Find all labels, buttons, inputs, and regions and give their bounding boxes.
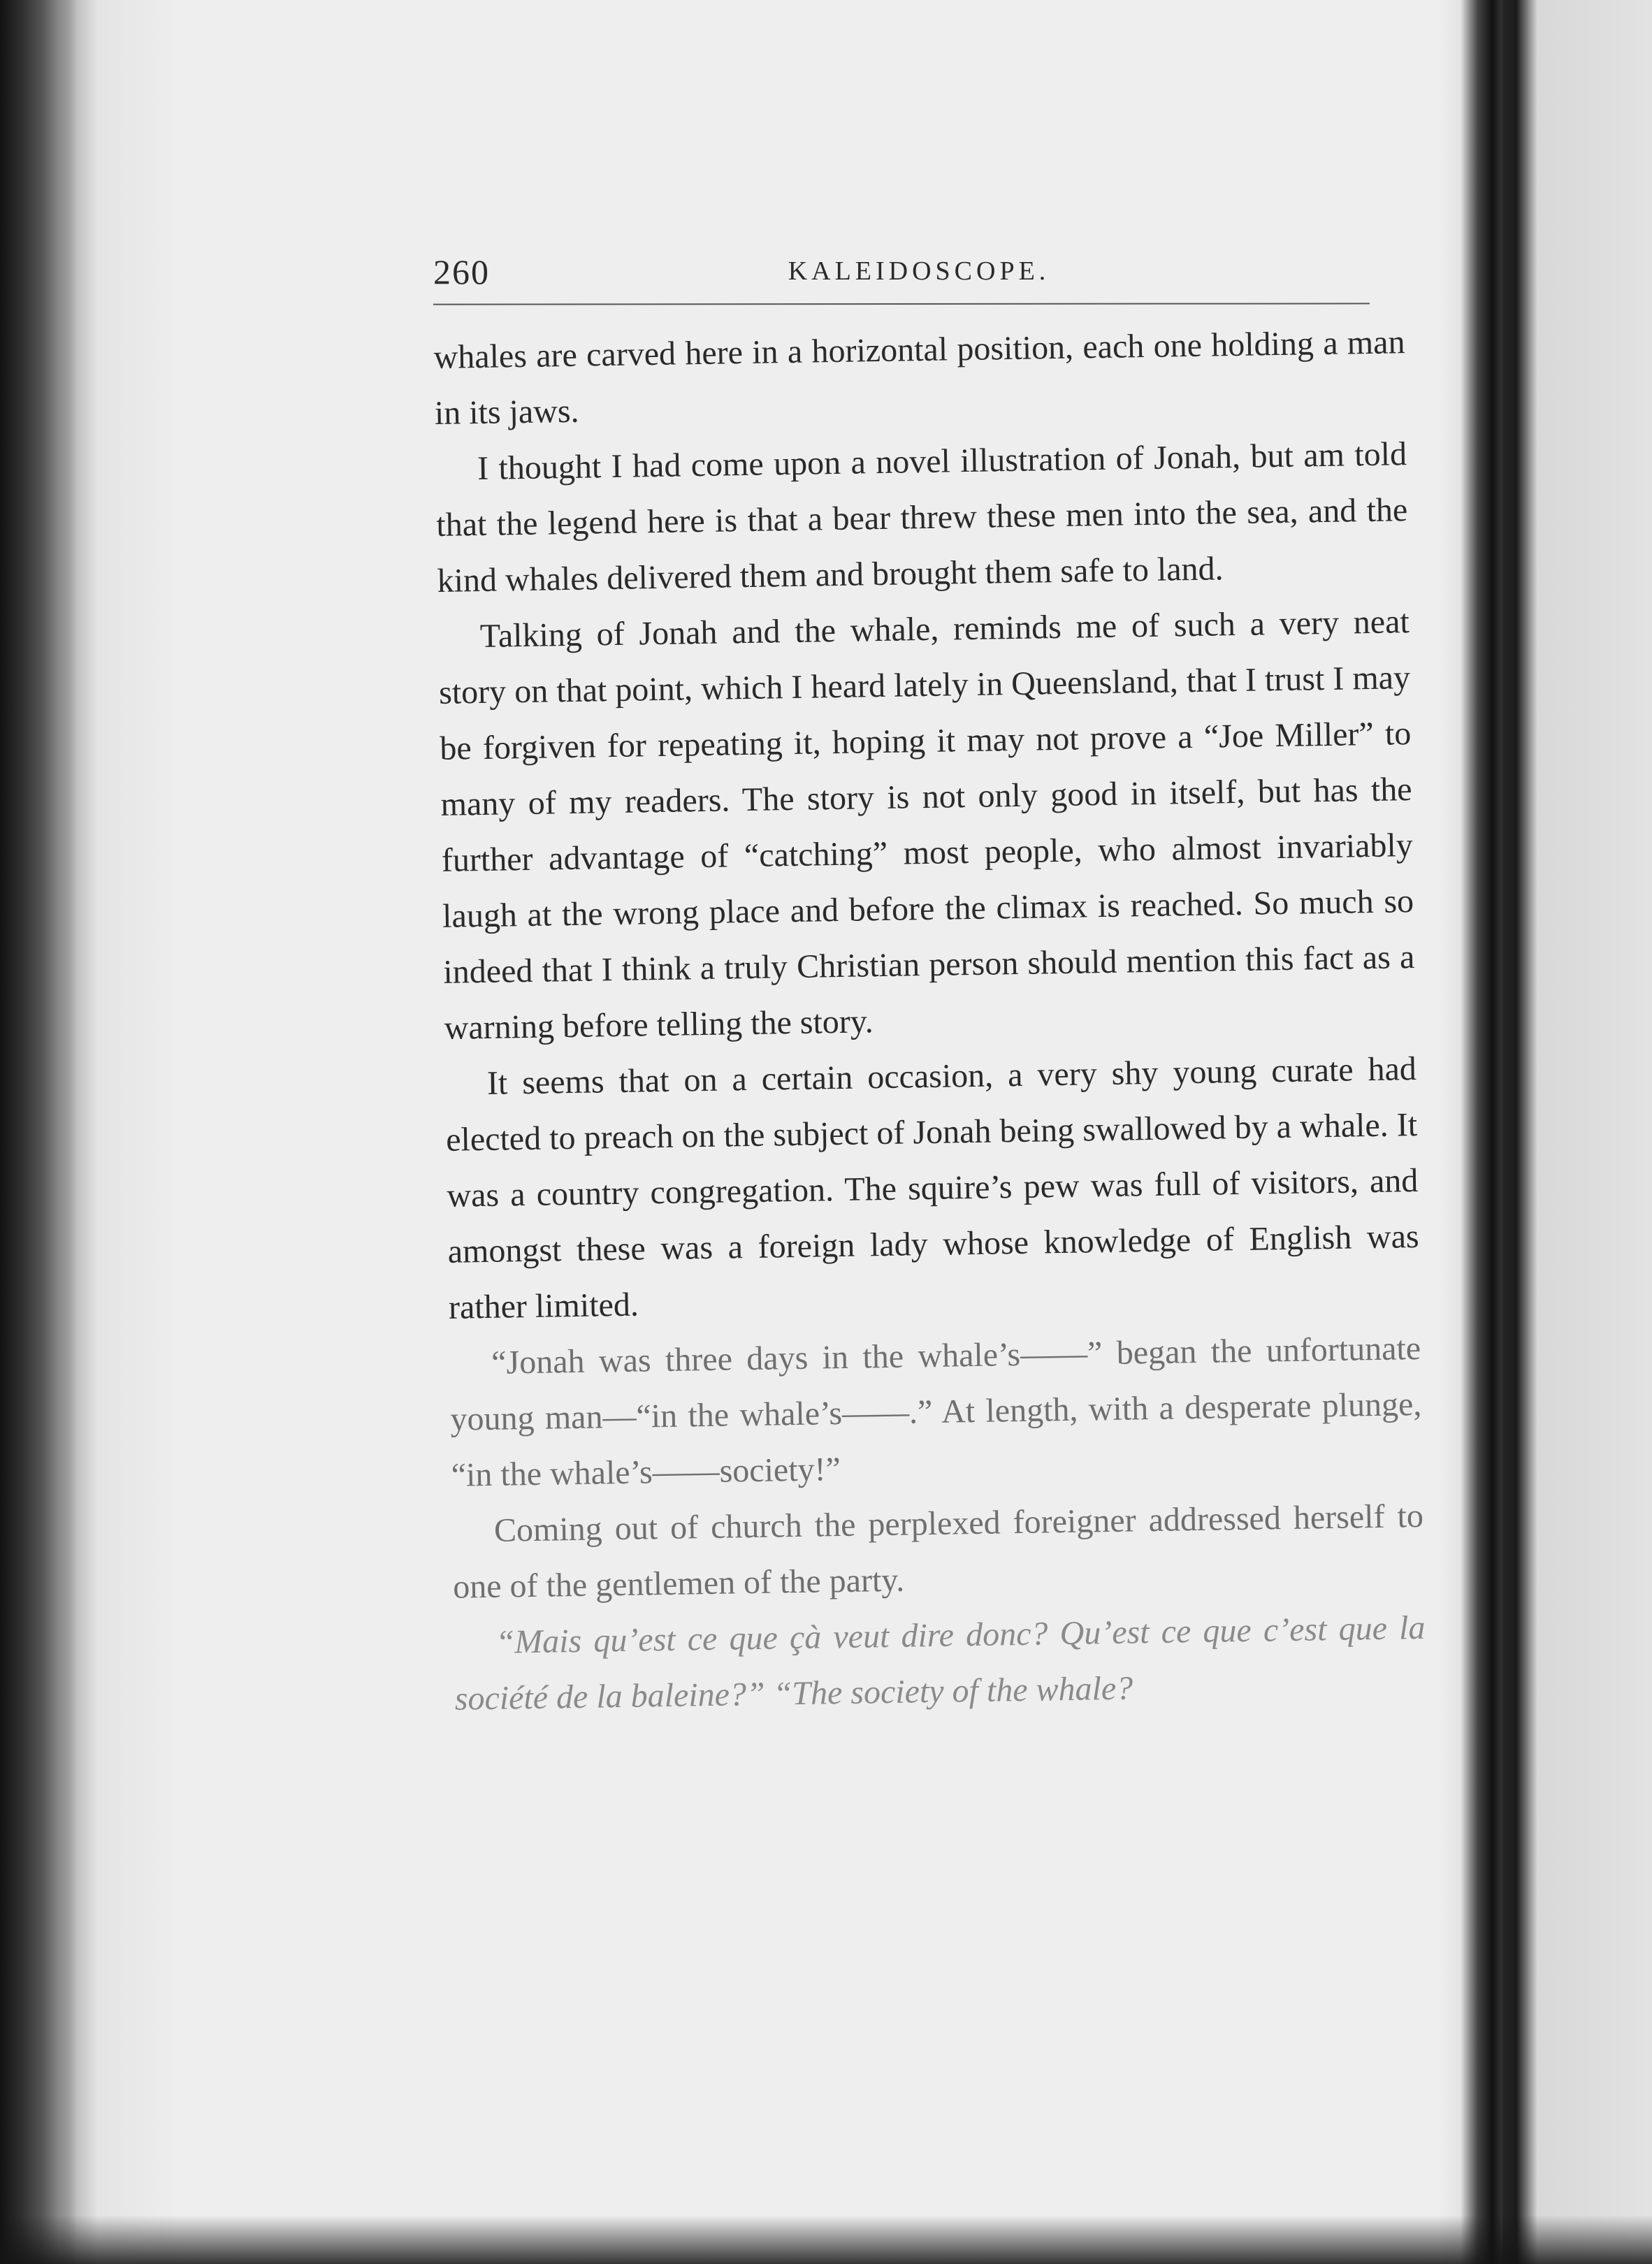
paragraph-2: I thought I had come upon a novel illustration of Jonah, but am told that the legend here is that a bear threw these men into the sea, and the kind whales delivered them and brought them safe to land. (435, 435, 1408, 600)
running-title: KALEIDOSCOPE. (788, 256, 1050, 286)
running-head (433, 238, 1405, 293)
paragraph-6: Coming out of church the perplexed foreigner addressed herself to one of the gentlemen of the party. (452, 1497, 1424, 1606)
bottom-scan-shadow (0, 2215, 1652, 2264)
paragraph-3: Talking of Jonah and the whale, reminds me of such a very neat story on that point, which I heard lately in Queensland, that I trust I may be forgiven for repeating it, hoping it may not prove a “Joe Miller” to many of my readers. The story is not only good in itself, but has the further advantage of “catching” most people, who almost invariably laugh at the wrong place and before the climax is reached. So much so indeed that I think a truly Christian person should mention this fact as a warning before telling the story. (438, 603, 1415, 1047)
paragraph-5: “Jonah was three days in the whale’s——” began the unfortunate young man—“in the whale’s——.” At length, with a desperate plunge, “in the whale’s——society!” (450, 1329, 1422, 1494)
book-spine-shadow (0, 0, 77, 2264)
paragraph-4: It seems that on a certain occasion, a very shy young curate had elected to preach on the subject of Jonah being swallowed by a whale. It was a country congregation. The squire’s pew was full of visitors, and amongst these was a foreign lady whose knowledge of English was rather limited. (445, 1050, 1419, 1326)
page-content (433, 238, 1426, 1727)
page-edge-shadow (1461, 0, 1502, 2264)
paragraph-1: whales are carved here in a horizontal position, each one holding a man in its jaws. (433, 324, 1405, 432)
body-text (433, 314, 1426, 1727)
paragraph-7: “Mais qu’est ce que çà veut dire donc? Qu’est ce que c’est que la société de la baleine?” “The society of the whale? (454, 1609, 1426, 1718)
header-rule (433, 303, 1370, 305)
page-number: 260 (433, 252, 490, 291)
